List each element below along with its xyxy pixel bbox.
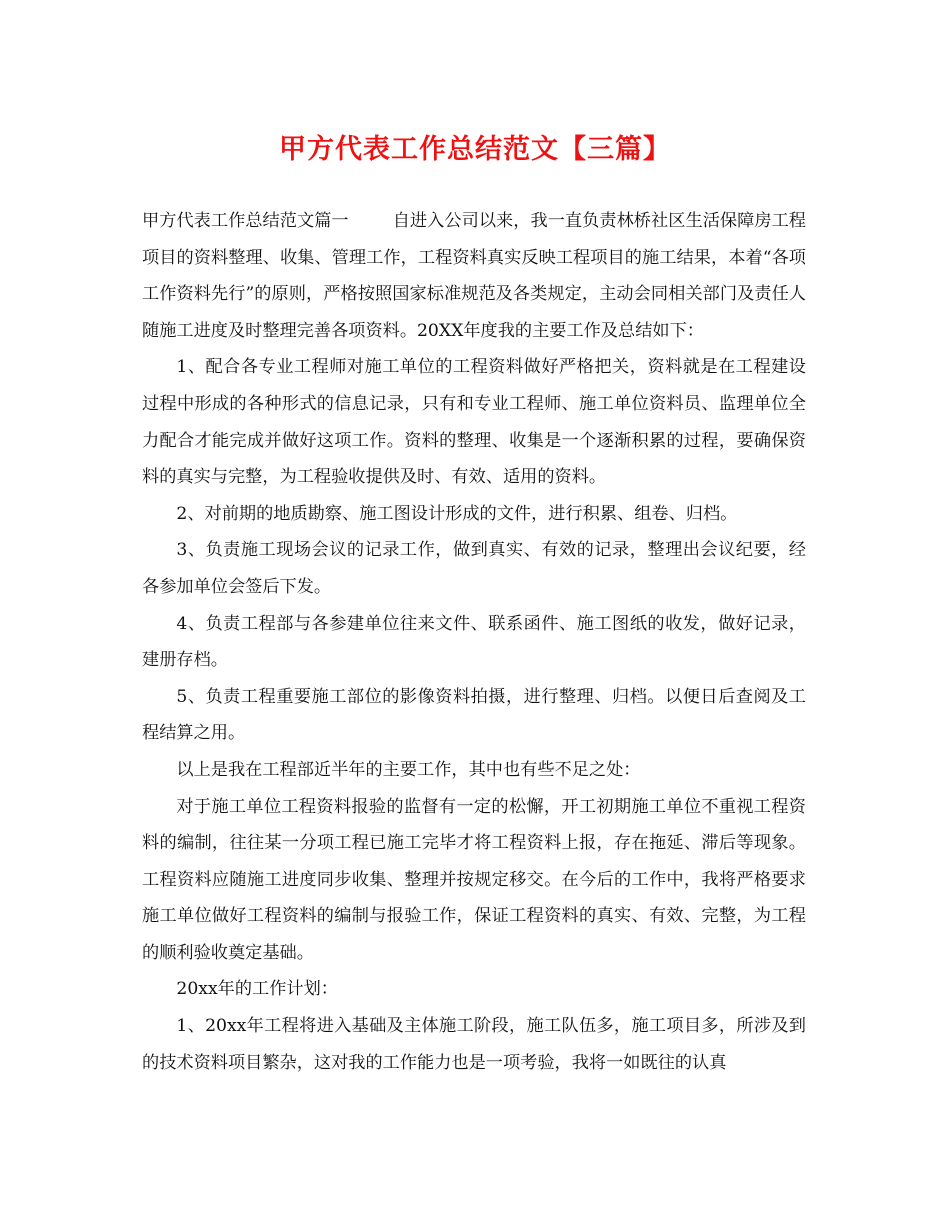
paragraph: 3、负责施工现场会议的记录工作，做到真实、有效的记录，整理出会议纪要，经各参加单位会签后下发。 <box>142 540 806 597</box>
paragraph: 1、配合各专业工程师对施工单位的工程资料做好严格把关，资料就是在工程建设过程中形成的各种形式的信息记录，只有和专业工程师、施工单位资料员、监理单位全力配合才能完成并做好这项工作。资料的整理、收集是一个逐渐积累的过程，要确保资料的真实与完整，为工程验收提供及时、有效、适用的资料。 <box>142 357 806 488</box>
paragraph: 对于施工单位工程资料报验的监督有一定的松懈，开工初期施工单位不重视工程资料的编制，往往某一分项工程已施工完毕才将工程资料上报，存在拖延、滞后等现象。工程资料应随施工进度同步收集、整理并按规定移交。在今后的工作中，我将严格要求施工单位做好工程资料的编制与报验工作，保证工程资料的真实、有效、完整，为工程的顺利验收奠定基础。 <box>142 796 806 963</box>
document-body <box>142 203 806 1081</box>
paragraph: 5、负责工程重要施工部位的影像资料拍摄，进行整理、归档。以便日后查阅及工程结算之用。 <box>142 686 806 744</box>
paragraph: 1、20xx年工程将进入基础及主体施工阶段，施工队伍多，施工项目多，所涉及到的技术资料项目繁杂，这对我的工作能力也是一项考验，我将一如既往的认真 <box>142 1016 806 1073</box>
document-title: 甲方代表工作总结范文【三篇】 <box>279 134 671 165</box>
paragraph: 4、负责工程部与各参建单位往来文件、联系函件、施工图纸的收发，做好记录，建册存档。 <box>142 613 806 671</box>
paragraph: 20xx年的工作计划： <box>176 979 338 1000</box>
paragraph-intro <box>142 203 806 349</box>
section-heading: 甲方代表工作总结范文篇一 <box>142 211 349 231</box>
paragraph: 2、对前期的地质勘察、施工图设计形成的文件，进行积累、组卷、归档。 <box>176 503 738 524</box>
paragraph: 以上是我在工程部近半年的主要工作，其中也有些不足之处： <box>176 759 641 780</box>
paragraph-text: 自进入公司以来，我一直负责林桥社区生活保障房工程项目的资料整理、收集、管理工作，工程资料真实反映工程项目的施工结果，本着“各项工作资料先行”的原则，严格按照国家标准规范及各类规定，主动会同相关部门及责任人随施工进度及时整理完善各项资料。20XX年度我的主要工作及总结如下： <box>142 211 806 341</box>
